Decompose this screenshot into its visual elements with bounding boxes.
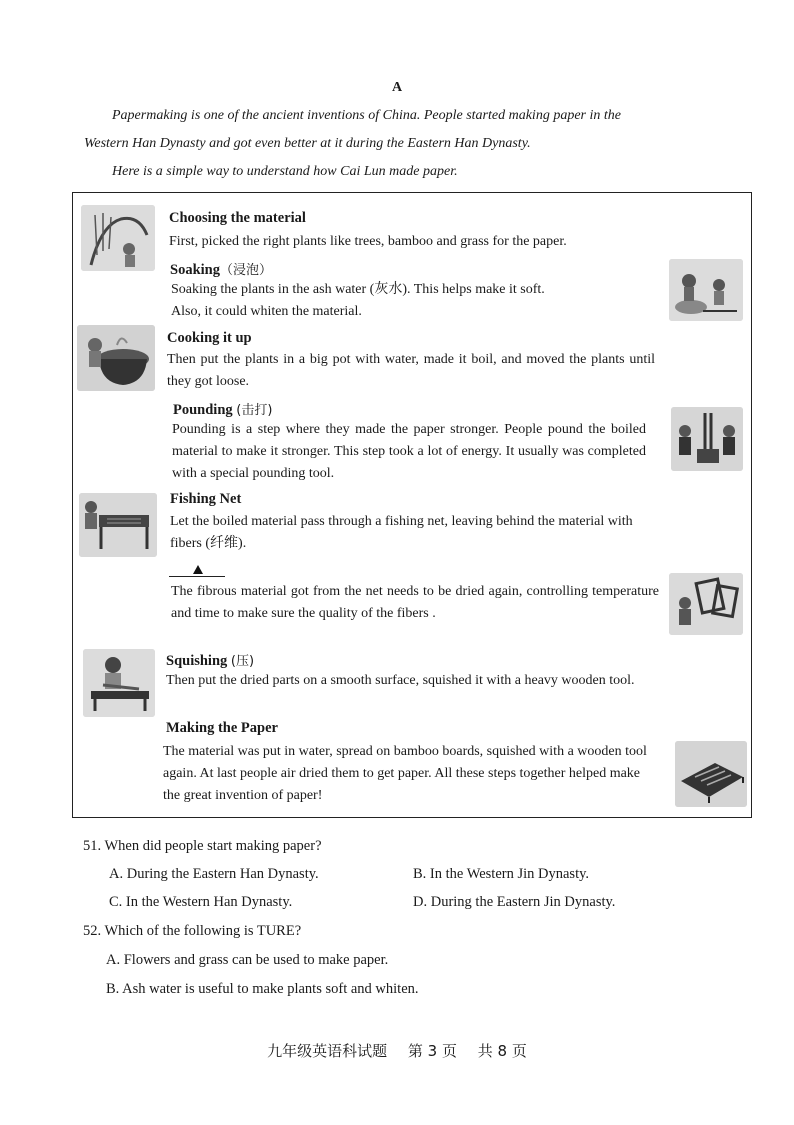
squishing-picture-illustration	[83, 649, 155, 717]
choosing-title: Choosing the material	[169, 210, 306, 226]
footer-total-pages: 共 8 页	[477, 1042, 527, 1060]
pounding-title-text: Pounding	[173, 402, 233, 418]
steps-box	[72, 192, 752, 818]
missing-title-marker	[193, 565, 203, 574]
soaking-title-text: Soaking	[170, 262, 220, 278]
squishing-title	[166, 650, 254, 670]
soaking-body-2: Also, it could whiten the material.	[171, 304, 362, 319]
soaking-title-cn: （浸泡）	[219, 263, 272, 278]
drying-body: The fibrous material got from the net needs to be dried again, controlling temperature and time to make sure the quality of the fibers .	[171, 584, 659, 621]
pounding-body: Pounding is a step where they made the paper stronger. People pound the boiled material to make it stronger. This step took a lot of energy. It usually was completed with a special pounding tool.	[172, 422, 646, 481]
squishing-title-text: Squishing	[166, 653, 228, 669]
question-52-option-b: B. Ash water is useful to make plants soft and whiten.	[106, 981, 419, 997]
making-paper-title: Making the Paper	[166, 720, 278, 736]
question-52-stem: 52. Which of the following is TURE?	[83, 923, 302, 939]
making-paper-body: The material was put in water, spread on bamboo boards, squished with a wooden tool again. At last people air dried them to get paper. All these steps together helped make the great invention of paper!	[163, 744, 647, 803]
fishing-net-picture-illustration	[79, 493, 157, 557]
intro-line-3: Here is a simple way to understand how Cai Lun made paper.	[112, 164, 458, 179]
fishing-net-title: Fishing Net	[170, 491, 242, 507]
pounding-title	[173, 399, 272, 419]
question-51-option-c: C. In the Western Han Dynasty.	[109, 894, 293, 910]
squishing-title-cn: (压)	[230, 654, 255, 669]
intro-line-1: Papermaking is one of the ancient inventions of China. People started making paper in the	[112, 108, 621, 123]
cooking-title: Cooking it up	[167, 330, 252, 346]
question-52-option-a: A. Flowers and grass can be used to make paper.	[106, 952, 389, 968]
section-letter: A	[391, 80, 403, 95]
cooking-picture-illustration	[77, 325, 155, 391]
pounding-picture-illustration	[671, 407, 743, 471]
footer-page-number: 第 3 页	[407, 1042, 457, 1060]
squishing-body: Then put the dried parts on a smooth surface, squished it with a heavy wooden tool.	[166, 673, 635, 688]
fishing-net-body: Let the boiled material pass through a fishing net, leaving behind the material with fibers (纤维).	[170, 514, 633, 551]
making-paper-picture-illustration	[675, 741, 747, 807]
intro-line-2: Western Han Dynasty and got even better at it during the Eastern Han Dynasty.	[84, 136, 531, 151]
choosing-body: First, picked the right plants like trees, bamboo and grass for the paper.	[169, 234, 567, 249]
drying-picture-illustration	[669, 573, 743, 635]
question-51-option-a: A. During the Eastern Han Dynasty.	[109, 866, 319, 882]
footer-subject: 九年级英语科试题	[267, 1042, 388, 1060]
question-51-stem: 51. When did people start making paper?	[83, 838, 322, 854]
soaking-picture-illustration	[669, 259, 743, 321]
question-51-option-b: B. In the Western Jin Dynasty.	[413, 866, 590, 882]
cooking-body: Then put the plants in a big pot with water, made it boil, and moved the plants until they got loose.	[167, 352, 655, 389]
soaking-title	[170, 259, 272, 279]
pounding-title-cn: (击打)	[236, 403, 273, 418]
question-51-option-d: D. During the Eastern Jin Dynasty.	[413, 894, 616, 910]
tree-picture-illustration	[81, 205, 155, 271]
page-footer	[0, 1040, 794, 1061]
soaking-body-1: Soaking the plants in the ash water (灰水). This helps make it soft.	[171, 282, 545, 297]
missing-title-blank	[169, 576, 225, 577]
